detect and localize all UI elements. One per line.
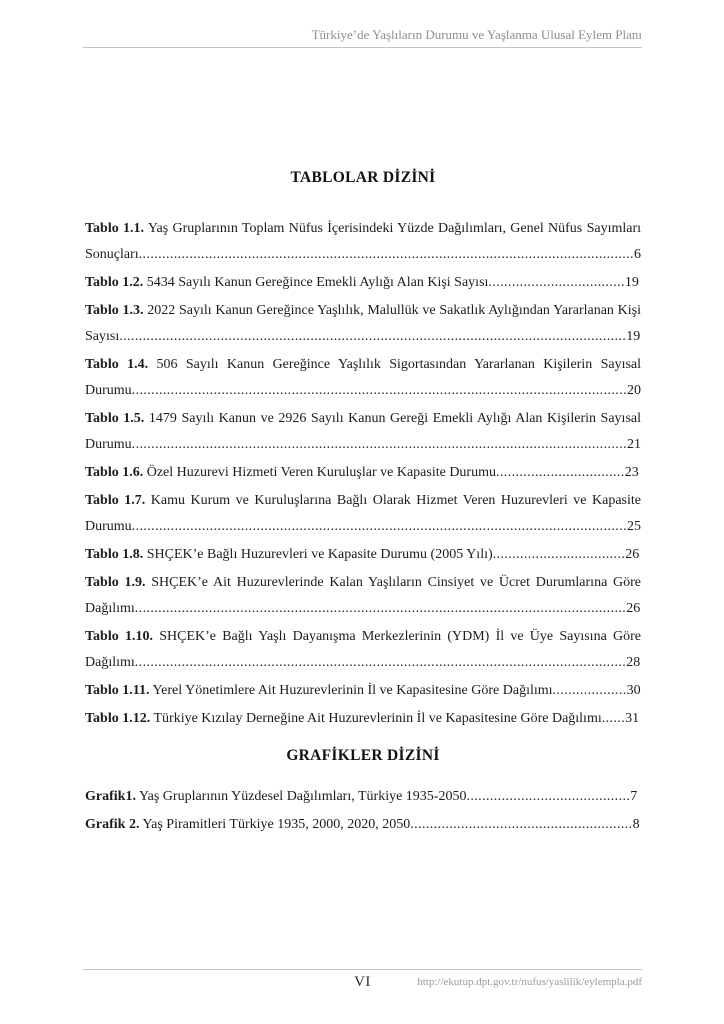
entry-dots-leader: ......	[601, 711, 626, 726]
entry-label: Tablo 1.5.	[85, 411, 145, 426]
entry-dots-leader: ...............................................................................................................................	[131, 437, 627, 452]
page-footer	[83, 969, 642, 995]
entry-dots-leader: ...............................................................................................................................	[138, 247, 634, 262]
entry-page-number: 26	[625, 547, 640, 562]
entry-label: Tablo 1.7.	[85, 493, 146, 508]
entry-label: Grafik1.	[85, 789, 136, 804]
entry-text: Yaş Gruplarının Yüzdesel Dağılımları, Türkiye 1935-2050	[138, 789, 467, 804]
entry-label: Tablo 1.4.	[85, 357, 149, 372]
entry-text: 506 Sayılı Kanun Gereğince Yaşlılık Sigortasından Yararlanan Kişilerin Sayısal Durumu	[85, 357, 642, 398]
entry-page-number: 6	[633, 247, 641, 262]
toc-entry	[85, 784, 641, 810]
toc-entry	[85, 542, 641, 568]
toc-section	[85, 746, 641, 838]
entry-page-number: 25	[626, 519, 641, 534]
toc-entry	[85, 406, 641, 458]
entry-text: Yerel Yönetimlere Ait Huzurevlerinin İl ve Kapasitesine Göre Dağılımı	[152, 683, 553, 698]
toc-entry	[85, 460, 641, 486]
entry-dots-leader: ...................................	[488, 275, 625, 290]
entry-label: Tablo 1.12.	[85, 711, 151, 726]
entry-text: Kamu Kurum ve Kuruluşlarına Bağlı Olarak Hizmet Veren Huzurevleri ve Kapasite Durumu	[85, 493, 641, 534]
entry-text: Özel Huzurevi Hizmeti Veren Kuruluşlar ve Kapasite Durumu	[146, 465, 496, 480]
footer-rule	[83, 973, 642, 995]
entry-page-number: 26	[626, 601, 641, 616]
entry-page-number: 19	[624, 275, 639, 290]
entry-label: Grafik 2.	[85, 817, 140, 832]
entry-page-number: 7	[630, 789, 638, 804]
toc-entry	[85, 812, 641, 838]
entry-label: Tablo 1.2.	[85, 275, 144, 290]
entry-dots-leader: ...................	[552, 683, 627, 698]
toc-entry	[85, 488, 641, 540]
entry-label: Tablo 1.1.	[85, 221, 145, 236]
toc-entry	[85, 298, 641, 350]
entry-text: 2022 Sayılı Kanun Gereğince Yaşlılık, Malullük ve Sakatlık Aylığından Yararlanan Kişi Sayısı	[85, 303, 641, 344]
page-header	[83, 27, 642, 48]
toc-section	[85, 168, 641, 732]
toc-entry	[85, 706, 641, 732]
section-title: TABLOLAR DİZİNİ	[290, 169, 436, 186]
entry-label: Tablo 1.9.	[85, 575, 146, 590]
entry-text: SHÇEK’e Bağlı Yaşlı Dayanışma Merkezlerinin (YDM) İl ve Üye Sayısına Göre Dağılımı	[85, 629, 642, 670]
entry-text: SHÇEK’e Bağlı Huzurevleri ve Kapasite Durumu (2005 Yılı)	[146, 547, 493, 562]
entry-page-number: 8	[632, 817, 640, 832]
running-title: Türkiye’de Yaşlıların Durumu ve Yaşlanma Ulusal Eylem Planı	[311, 27, 642, 42]
section-entries	[85, 784, 641, 838]
entry-text: Yaş Piramitleri Türkiye 1935, 2000, 2020, 2050	[142, 817, 411, 832]
entry-dots-leader: ..............................................................................................................................	[134, 655, 627, 670]
entry-label: Tablo 1.11.	[85, 683, 150, 698]
entry-dots-leader: .........................................................	[410, 817, 633, 832]
entry-text: SHÇEK’e Ait Huzurevlerinde Kalan Yaşlıların Cinsiyet ve Ücret Durumlarına Göre Dağılımı	[85, 575, 642, 616]
toc-entry	[85, 270, 641, 296]
entry-page-number: 28	[626, 655, 641, 670]
entry-page-number: 31	[625, 711, 640, 726]
section-entries	[85, 216, 641, 732]
footer-page-number: VI	[354, 974, 371, 990]
entry-text: 5434 Sayılı Kanun Gereğince Emekli Aylığı Alan Kişi Sayısı	[146, 275, 489, 290]
entry-dots-leader: ...............................................................................................................................	[131, 519, 627, 534]
entry-dots-leader: ..................................	[492, 547, 626, 562]
toc-entry	[85, 216, 641, 268]
entry-label: Tablo 1.3.	[85, 303, 144, 318]
entry-text: Türkiye Kızılay Derneğine Ait Huzurevlerinin İl ve Kapasitesine Göre Dağılımı	[153, 711, 602, 726]
toc-entry	[85, 678, 641, 704]
entry-page-number: 30	[626, 683, 641, 698]
entry-dots-leader: ..........................................	[466, 789, 631, 804]
entry-page-number: 19	[626, 329, 641, 344]
entry-label: Tablo 1.10.	[85, 629, 153, 644]
section-title: GRAFİKLER DİZİNİ	[286, 747, 440, 764]
toc-sections	[85, 168, 641, 840]
entry-dots-leader: ...............................................................................................................................	[131, 383, 627, 398]
entry-label: Tablo 1.8.	[85, 547, 144, 562]
entry-page-number: 23	[624, 465, 639, 480]
entry-dots-leader: ..............................................................................................................................	[134, 601, 627, 616]
entry-page-number: 20	[626, 383, 641, 398]
toc-entry	[85, 352, 641, 404]
entry-label: Tablo 1.6.	[85, 465, 144, 480]
footer-url: http://ekutup.dpt.gov.tr/nufus/yaslilik/eylempla.pdf	[417, 976, 642, 988]
entry-text: Yaş Gruplarının Toplam Nüfus İçerisindeki Yüzde Dağılımları, Genel Nüfus Sayımları Sonuçları	[85, 221, 641, 262]
toc-entry	[85, 570, 641, 622]
entry-dots-leader: ..................................................................................................................................	[119, 329, 627, 344]
entry-dots-leader: .................................	[495, 465, 625, 480]
entry-page-number: 21	[626, 437, 641, 452]
toc-entry	[85, 624, 641, 676]
entry-text: 1479 Sayılı Kanun ve 2926 Sayılı Kanun Gereği Emekli Aylığı Alan Kişilerin Sayısal Durumu	[85, 411, 642, 452]
